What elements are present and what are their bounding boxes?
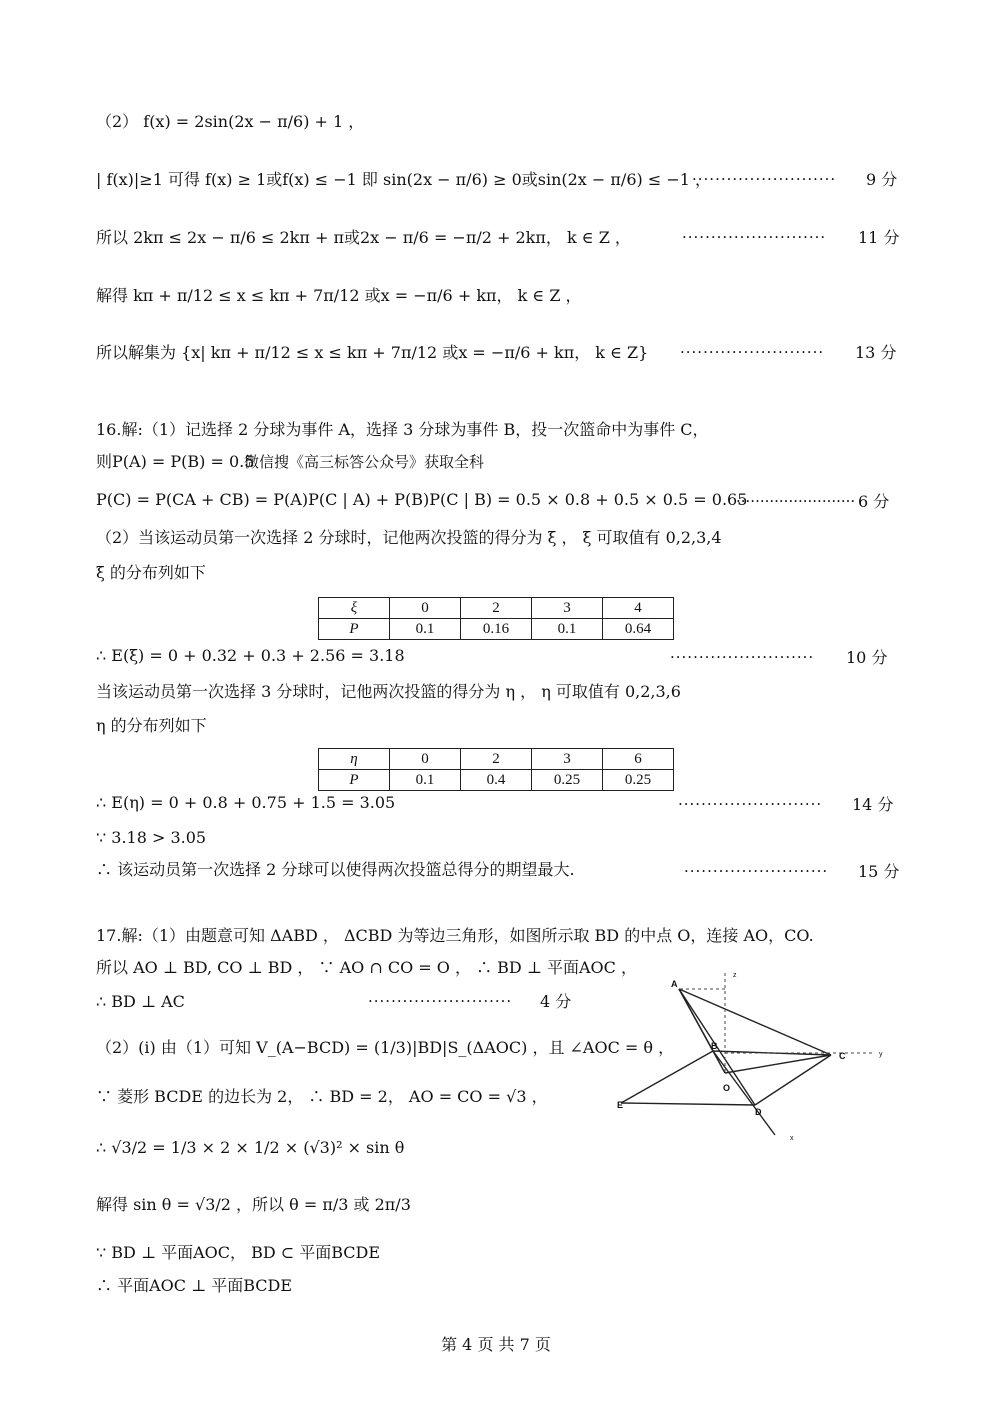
score-leader: ························· — [736, 492, 856, 510]
table-cell: 0.4 — [461, 770, 532, 791]
q17-line-9: ∴ 平面AOC ⊥ 平面BCDE — [96, 1276, 293, 1295]
q17-line-6: ∴ √3/2 = 1/3 × 2 × 1/2 × (√3)² × sin θ — [96, 1138, 405, 1157]
table-cell: 0.1 — [390, 770, 461, 791]
score-6: 6 分 — [858, 492, 890, 511]
score-15: 15 分 — [858, 862, 900, 881]
label-y: y — [879, 1051, 883, 1058]
table-header-row — [319, 598, 674, 619]
q15-line-3: 所以 2kπ ≤ 2x − π/6 ≤ 2kπ + π或2x − π/6 = −π/2 + 2kπ， k ∈ Z ， — [96, 228, 631, 247]
table-cell: 4 — [603, 598, 674, 619]
q17-line-5: ∵ 菱形 BCDE 的边长为 2， ∴ BD = 2， AO = CO = √3 ， — [96, 1087, 548, 1106]
edge-EB — [621, 1051, 713, 1103]
table-cell: 2 — [461, 598, 532, 619]
table-cell: 0.64 — [603, 619, 674, 640]
table-cell: 0.25 — [603, 770, 674, 791]
q15-line-4: 解得 kπ + π/12 ≤ x ≤ kπ + 7π/12 或x = −π/6 + kπ， k ∈ Z ， — [96, 286, 582, 305]
watermark-text: 微信搜《高三标答公众号》获取全科 — [244, 453, 485, 471]
table-cell: 3 — [532, 598, 603, 619]
q16-line-10: ∵ 3.18 > 3.05 — [96, 828, 207, 847]
q17-line-4: （2）(i) 由（1）可知 V_(A−BCD) = (1/3)|BD|S_(ΔAOC) ，且 ∠AOC = θ ， — [96, 1038, 675, 1057]
score-leader: ························· — [684, 862, 829, 880]
score-10: 10 分 — [846, 648, 888, 667]
edge-DC — [755, 1055, 831, 1105]
q17-line-8: ∵ BD ⊥ 平面AOC， BD ⊂ 平面BCDE — [96, 1243, 381, 1262]
score-leader: ························· — [682, 228, 827, 246]
edge-ED — [621, 1103, 755, 1105]
score-leader: ························· — [678, 795, 823, 813]
edge-AO — [679, 989, 725, 1073]
label-E: E — [617, 1100, 624, 1110]
q17-line-1: 17.解:（1）由题意可知 ΔABD ， ΔCBD 为等边三角形，如图所示取 BD 的中点 O，连接 AO，CO. — [96, 926, 814, 945]
score-9: 9 分 — [866, 170, 898, 189]
table-header-row — [319, 749, 674, 770]
q16-line-11: ∴ 该运动员第一次选择 2 分球可以使得两次投篮总得分的期望最大. — [96, 860, 575, 879]
table-row — [319, 619, 674, 640]
table-cell: P — [319, 770, 390, 791]
q16-line-3: P(C) = P(CA + CB) = P(A)P(C | A) + P(B)P(C | B) = 0.5 × 0.8 + 0.5 × 0.5 = 0.65 — [96, 490, 748, 509]
q16-line-7: 当该运动员第一次选择 3 分球时，记他两次投篮的得分为 η ， η 可取值有 0,2,3,6 — [96, 682, 681, 701]
q16-line-2a: 则P(A) = P(B) = 0.5 — [96, 452, 255, 471]
page-footer: 第 4 页 共 7 页 — [441, 1335, 551, 1354]
table-cell: 6 — [603, 749, 674, 770]
q16-line-8: η 的分布列如下 — [96, 716, 207, 735]
label-z: z — [733, 972, 737, 979]
score-leader: ························· — [680, 343, 825, 361]
q16-line-1: 16.解:（1）记选择 2 分球为事件 A，选择 3 分球为事件 B，投一次篮命中为事件 C， — [96, 420, 709, 439]
score-13: 13 分 — [855, 343, 897, 362]
label-D: D — [755, 1107, 762, 1117]
q16-line-5: ξ 的分布列如下 — [96, 563, 206, 582]
q15-line-1: （2） f(x) = 2sin(2x − π/6) + 1 ， — [96, 112, 365, 131]
q17-line-3: ∴ BD ⊥ AC — [96, 992, 185, 1011]
table-cell: ξ — [319, 598, 390, 619]
q17-line-2: 所以 AO ⊥ BD, CO ⊥ BD ， ∵ AO ∩ CO = O ， ∴ BD ⊥ 平面AOC ， — [96, 958, 637, 977]
edge-AC — [679, 989, 831, 1055]
table-cell: 0 — [390, 598, 461, 619]
table-row — [319, 770, 674, 791]
score-leader: ························· — [692, 170, 837, 188]
edge-BC — [713, 1051, 831, 1055]
q16-line-4: （2）当该运动员第一次选择 2 分球时，记他两次投篮的得分为 ξ ， ξ 可取值有 0,2,3,4 — [96, 528, 722, 547]
q17-line-7: 解得 sin θ = √3/2 ，所以 θ = π/3 或 2π/3 — [96, 1195, 411, 1214]
q15-line-5: 所以解集为 {x| kπ + π/12 ≤ x ≤ kπ + 7π/12 或x = −π/6 + kπ， k ∈ Z} — [96, 343, 649, 362]
table-cell: 0.1 — [390, 619, 461, 640]
table-cell: 0.25 — [532, 770, 603, 791]
table-cell: P — [319, 619, 390, 640]
label-C: C — [839, 1051, 846, 1061]
score-14: 14 分 — [852, 795, 894, 814]
table-cell: 0.1 — [532, 619, 603, 640]
table-cell: 2 — [461, 749, 532, 770]
score-4: 4 分 — [540, 992, 572, 1011]
table-cell: 0.16 — [461, 619, 532, 640]
distribution-table-eta — [318, 748, 674, 791]
tetrahedron-figure — [605, 965, 905, 1145]
table-cell: η — [319, 749, 390, 770]
score-leader: ························· — [368, 992, 513, 1010]
label-O: O — [723, 1083, 731, 1093]
q16-line-9: ∴ E(η) = 0 + 0.8 + 0.75 + 1.5 = 3.05 — [96, 793, 396, 812]
distribution-table-xi — [318, 597, 674, 640]
x-axis-line — [713, 1051, 775, 1135]
table-cell: 3 — [532, 749, 603, 770]
score-leader: ························· — [670, 648, 815, 666]
q15-line-2: | f(x)|≥1 可得 f(x) ≥ 1或f(x) ≤ −1 即 sin(2x − π/6) ≥ 0或sin(2x − π/6) ≤ −1 ， — [96, 170, 711, 189]
label-x: x — [790, 1135, 794, 1142]
table-cell: 0 — [390, 749, 461, 770]
label-A: A — [671, 979, 678, 989]
q16-line-6: ∴ E(ξ) = 0 + 0.32 + 0.3 + 2.56 = 3.18 — [96, 646, 405, 665]
label-B: B — [711, 1041, 718, 1051]
score-11: 11 分 — [858, 228, 900, 247]
edge-OC — [725, 1055, 831, 1073]
